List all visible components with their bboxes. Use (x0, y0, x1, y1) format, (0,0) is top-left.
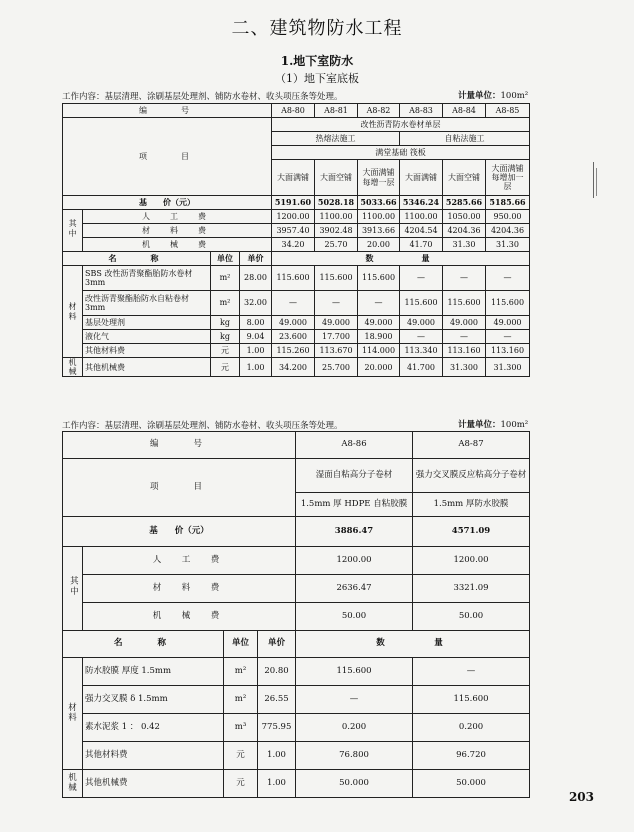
table1-material-price: 9.04 (240, 330, 272, 344)
table1-qty: 115.600 (486, 291, 530, 316)
table1-material-price: 32.00 (240, 291, 272, 316)
table1-labor: 1050.00 (443, 210, 486, 224)
table1-machine: 41.70 (400, 238, 443, 252)
table1-material-price: 8.00 (240, 316, 272, 330)
table1-labor: 1100.00 (400, 210, 443, 224)
table1-base-price: 5191.60 (272, 196, 315, 210)
table2-machine-unit: 元 (224, 770, 258, 798)
table1-qty: 115.600 (315, 266, 358, 291)
table2-desc: 1.5mm 厚防水胶膜 (413, 493, 530, 517)
table2-unit (458, 418, 528, 430)
table2-materials-group: 材料 (63, 658, 83, 770)
table1-machine: 34.20 (272, 238, 315, 252)
table2-qty: — (413, 658, 530, 686)
table1-qty: — (443, 266, 486, 291)
table2-qty: — (296, 686, 413, 714)
table2-desc: 强力交叉膜反应粘高分子卷材 (413, 459, 530, 493)
table1-among-label (63, 210, 83, 252)
table1-header-price: 单价 (240, 252, 272, 266)
table1-qty: 113.160 (443, 344, 486, 358)
table1-qty: 115.600 (358, 266, 400, 291)
table2-unit-label: 计量单位： (458, 420, 501, 430)
table2-header-item: 项 目 (63, 459, 296, 517)
table1-labor: 1200.00 (272, 210, 315, 224)
table1-machine: 25.70 (315, 238, 358, 252)
table1-qty: 23.600 (272, 330, 315, 344)
table1-col-header: 大面满铺 (272, 160, 315, 196)
table1-qty: 49.000 (315, 316, 358, 330)
table1-machine: 20.00 (358, 238, 400, 252)
table1-col-header: 大面空铺 (315, 160, 358, 196)
table1-material-name: 改性沥青聚酯胎防水自粘卷材 3mm (83, 291, 211, 316)
table2-qty: 0.200 (413, 714, 530, 742)
table2-qty: 96.720 (413, 742, 530, 770)
table1-qty: 31.300 (443, 358, 486, 377)
table1-base-price: 5185.66 (486, 196, 530, 210)
table1-group-b2: 自粘法施工 (400, 132, 530, 146)
table1-labor-label: 人 工 费 (83, 210, 272, 224)
table1-code: A8-81 (315, 104, 358, 118)
table1-qty: 41.700 (400, 358, 443, 377)
table1-material-unit: 元 (211, 344, 240, 358)
table1-base-price-label: 基 价（元） (63, 196, 272, 210)
page-number: 203 (568, 790, 594, 804)
subsection-title: （1）地下室底板 (275, 72, 359, 85)
table1-col-header: 大面空铺 (443, 160, 486, 196)
table2-material-price: 775.95 (258, 714, 296, 742)
table1-labor: 1100.00 (315, 210, 358, 224)
table2-material-unit: m² (224, 658, 258, 686)
table1-material-price: 28.00 (240, 266, 272, 291)
table1-material: 3913.66 (358, 224, 400, 238)
table1-qty: 113.340 (400, 344, 443, 358)
table1-qty: — (443, 330, 486, 344)
table1-qty: — (486, 330, 530, 344)
table2-base-price-label: 基 价（元） (63, 517, 296, 547)
table1-qty: 20.000 (358, 358, 400, 377)
table2-among-label (63, 547, 83, 631)
table1-machine-unit: 元 (211, 358, 240, 377)
table2-header-qty: 数 量 (296, 631, 530, 658)
table2-qty: 50.000 (296, 770, 413, 798)
table1-qty: 31.300 (486, 358, 530, 377)
table1-qty: — (358, 291, 400, 316)
table1-material-name: 基层处理剂 (83, 316, 211, 330)
table1-code: A8-84 (443, 104, 486, 118)
table2-machine: 50.00 (413, 603, 530, 631)
table2-base-price: 3886.47 (296, 517, 413, 547)
table1-qty: 113.160 (486, 344, 530, 358)
table2-machine-label: 机 械 费 (83, 603, 296, 631)
table1-qty: 49.000 (443, 316, 486, 330)
table1-col-header: 大面满铺每增一层 (358, 160, 400, 196)
table1-qty: 25.700 (315, 358, 358, 377)
table1-machine: 31.30 (486, 238, 530, 252)
table2-desc: 1.5mm 厚 HDPE 自粘胶膜 (296, 493, 413, 517)
table2-code: A8-87 (413, 432, 530, 459)
table1-header-qty: 数 量 (272, 252, 530, 266)
table1-material: 4204.54 (400, 224, 443, 238)
table1-among-text: 其中 (68, 219, 78, 240)
table2-machine-price: 1.00 (258, 770, 296, 798)
table1-qty: 114.000 (358, 344, 400, 358)
table1-header-code: 编 号 (63, 104, 272, 118)
table1-qty: 113.670 (315, 344, 358, 358)
table2-material-unit: m² (224, 686, 258, 714)
table2-machine-group: 机械 (63, 770, 83, 798)
table1-qty: — (272, 291, 315, 316)
table1-materials-group: 材料 (63, 266, 83, 358)
section-title: 1.地下室防水 (280, 54, 354, 68)
table1-code: A8-85 (486, 104, 530, 118)
table2-base-price: 4571.09 (413, 517, 530, 547)
table1-qty: — (400, 266, 443, 291)
table2-machine-name: 其他机械费 (83, 770, 224, 798)
table2-labor: 1200.00 (413, 547, 530, 575)
table1-unit-value: 100m² (500, 91, 529, 101)
table2-material-price: 20.80 (258, 658, 296, 686)
table1-qty: — (315, 291, 358, 316)
table2-material-unit: m³ (224, 714, 258, 742)
table2-among-text: 其中 (68, 576, 79, 598)
table2-qty: 115.600 (296, 658, 413, 686)
table2-header-name: 名 称 (63, 631, 224, 658)
table1-header-item: 项 目 (63, 118, 272, 196)
table2-qty: 50.000 (413, 770, 530, 798)
table2-header-price: 单价 (258, 631, 296, 658)
table1-qty: 49.000 (358, 316, 400, 330)
table1-base-price: 5285.66 (443, 196, 486, 210)
table2-unit-value: 100m² (500, 420, 529, 430)
table1-labor: 950.00 (486, 210, 530, 224)
table1-qty: 18.900 (358, 330, 400, 344)
binding-edge-line (596, 168, 597, 196)
table2-machine: 50.00 (296, 603, 413, 631)
table1-qty: 49.000 (400, 316, 443, 330)
table2-material-name: 防水胶膜 厚度 1.5mm (83, 658, 224, 686)
table1-header-name: 名 称 (63, 252, 211, 266)
table1-base-price: 5028.18 (315, 196, 358, 210)
table1-qty: 17.700 (315, 330, 358, 344)
table2-material-label: 材 料 费 (83, 575, 296, 603)
table1-qty: — (400, 330, 443, 344)
table1-machine-price: 1.00 (240, 358, 272, 377)
table1-material-name: SBS 改性沥青聚酯胎防水卷材 3mm (83, 266, 211, 291)
table2-labor: 1200.00 (296, 547, 413, 575)
table2 (62, 431, 530, 798)
table1-header-unit: 单位 (211, 252, 240, 266)
table1-material: 4204.36 (443, 224, 486, 238)
table1 (62, 103, 530, 377)
table2-header-unit: 单位 (224, 631, 258, 658)
table2-header-code: 编 号 (63, 432, 296, 459)
table2-material: 3321.09 (413, 575, 530, 603)
table1-machine-group: 机械 (63, 358, 83, 377)
table2-qty: 76.800 (296, 742, 413, 770)
table1-material: 3902.48 (315, 224, 358, 238)
table1-machine-name: 其他机械费 (83, 358, 211, 377)
table1-col-header: 大面满铺 (400, 160, 443, 196)
table1-qty: 115.600 (400, 291, 443, 316)
table1-material-unit: m² (211, 266, 240, 291)
table1-unit-label: 计量单位： (458, 91, 501, 101)
table2-work-content: 工作内容：基层清理、涂刷基层处理剂、铺防水卷材、收头项压条等处理。 (62, 421, 343, 431)
table1-material-name: 液化气 (83, 330, 211, 344)
table1-base-price: 5033.66 (358, 196, 400, 210)
table1-qty: 115.600 (443, 291, 486, 316)
table1-group-c: 满堂基础 筏板 (272, 146, 530, 160)
table1-material-name: 其他材料费 (83, 344, 211, 358)
table1-material-price: 1.00 (240, 344, 272, 358)
table2-desc: 湿面自粘高分子卷材 (296, 459, 413, 493)
table2-material-price: 1.00 (258, 742, 296, 770)
table2-qty: 0.200 (296, 714, 413, 742)
table1-code: A8-83 (400, 104, 443, 118)
table1-code: A8-80 (272, 104, 315, 118)
table2-material-name: 其他材料费 (83, 742, 224, 770)
binding-edge-line (593, 162, 594, 198)
table2-material-name: 强力交叉膜 δ 1.5mm (83, 686, 224, 714)
table1-qty: 49.000 (272, 316, 315, 330)
table1-material-unit: kg (211, 316, 240, 330)
table2-material-name: 素水泥浆 1 ： 0.42 (83, 714, 224, 742)
chapter-title: 二、建筑物防水工程 (231, 18, 403, 39)
table2-material: 2636.47 (296, 575, 413, 603)
table1-material: 4204.36 (486, 224, 530, 238)
table1-qty: — (486, 266, 530, 291)
table1-material: 3957.40 (272, 224, 315, 238)
table1-labor: 1100.00 (358, 210, 400, 224)
table2-material-price: 26.55 (258, 686, 296, 714)
table1-material-unit: m² (211, 291, 240, 316)
table1-unit (458, 89, 528, 101)
table2-code: A8-86 (296, 432, 413, 459)
table1-qty: 115.600 (272, 266, 315, 291)
table1-material-unit: kg (211, 330, 240, 344)
table1-machine-label: 机 械 费 (83, 238, 272, 252)
table1-machine: 31.30 (443, 238, 486, 252)
table2-qty: 115.600 (413, 686, 530, 714)
table1-col-header: 大面满铺每增加一层 (486, 160, 530, 196)
table1-qty: 34.200 (272, 358, 315, 377)
table1-code: A8-82 (358, 104, 400, 118)
table2-material-unit: 元 (224, 742, 258, 770)
table1-group-a: 改性沥青防水卷材单层 (272, 118, 530, 132)
table1-material-label: 材 料 费 (83, 224, 272, 238)
table1-qty: 115.260 (272, 344, 315, 358)
table1-base-price: 5346.24 (400, 196, 443, 210)
table1-group-b1: 热熔法施工 (272, 132, 400, 146)
table1-work-content: 工作内容：基层清理、涂刷基层处理剂、铺防水卷材、收头项压条等处理。 (62, 92, 343, 102)
table2-labor-label: 人 工 费 (83, 547, 296, 575)
table1-qty: 49.000 (486, 316, 530, 330)
